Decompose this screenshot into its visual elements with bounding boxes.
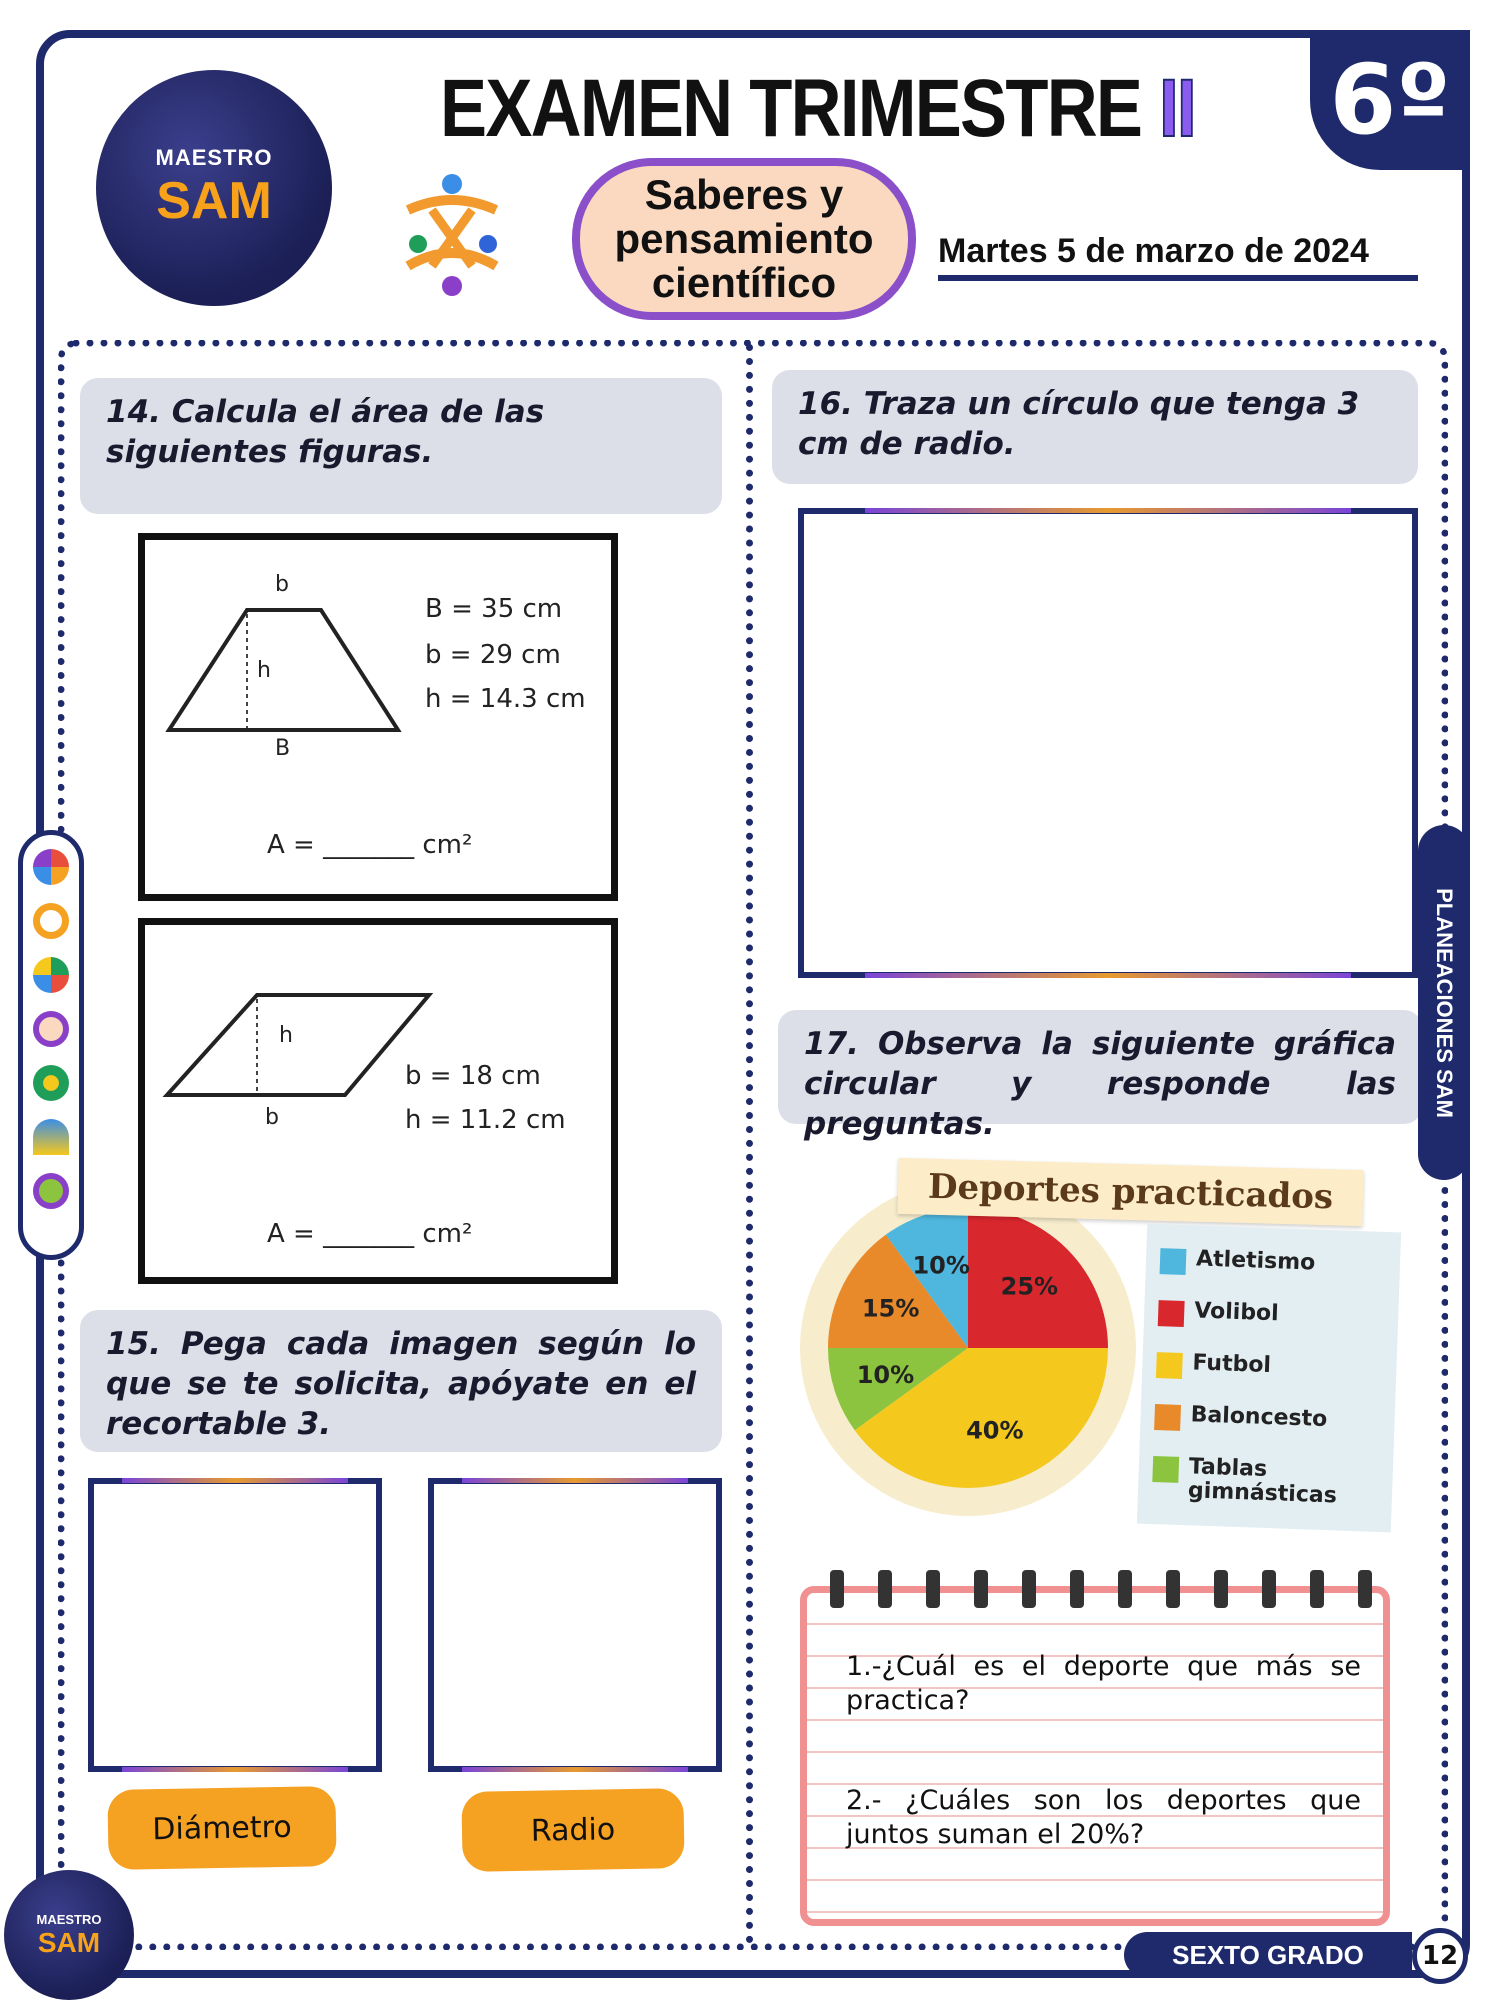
side-subject-icons [18,830,84,1260]
legend-item [1152,1454,1354,1509]
notebook-question-1: 1.-¿Cuál es el deporte que más se practica? [846,1651,1361,1716]
logo-brand-bottom: SAM [156,172,272,230]
saberes-icon [33,903,69,939]
maestro-sam-logo [96,70,332,306]
vertical-brand-tab [1418,825,1470,1180]
legend-item [1158,1298,1279,1326]
notebook-ring [878,1570,892,1608]
legend-label: Tablas gimnásticas [1187,1454,1338,1509]
parallelogram-h-label: h [279,1023,293,1048]
radius-paste-box[interactable] [428,1478,722,1772]
legend-swatch-futbol [1156,1352,1183,1379]
trapezoid-area-answer[interactable]: A = _______ cm² [267,830,473,860]
parallelogram-b-label: b [265,1105,279,1130]
legend-item [1160,1246,1316,1275]
legend-label: Baloncesto [1190,1402,1328,1433]
proyectos-icon [33,1173,69,1209]
diameter-label: Diámetro [107,1786,336,1870]
vertical-brand-label: PLANEACIONES SAM [1432,887,1458,1118]
pie-label: 15% [861,1294,920,1323]
question-15: 15. Pega cada imagen según lo que se te solicita, apóyate en el recortable 3. [80,1310,722,1452]
trapezoid-h-label: h [257,658,271,683]
legend-label: Futbol [1192,1350,1272,1379]
notebook-ring [830,1570,844,1608]
legend-item [1154,1402,1327,1432]
notebook-ring [1358,1570,1372,1608]
codiseno-icon [33,1119,69,1155]
questions-notebook [800,1586,1390,1926]
parallelogram-area-answer[interactable]: A = _______ cm² [267,1219,473,1249]
trapezoid-b-label: b [275,572,289,597]
legend-swatch-tablas [1152,1456,1179,1483]
footer-grade-label: SEXTO GRADO [1124,1932,1412,1978]
trapezoid-B-label: B [275,736,291,761]
trapezoid-h-value: h = 14.3 cm [425,684,586,714]
chart-title: Deportes practicados [897,1158,1363,1226]
column-divider [746,344,753,1944]
sports-pie-chart [798,1188,1138,1528]
page-number: 12 [1412,1928,1468,1984]
notebook-ring [974,1570,988,1608]
notebook-ring [1310,1570,1324,1608]
trapezoid-box [138,533,618,901]
notebook-ring [1118,1570,1132,1608]
pie-label: 10% [912,1251,970,1280]
legend-swatch-atletismo [1160,1248,1187,1275]
pie-label: 40% [966,1416,1024,1445]
lenguajes-icon [33,849,69,885]
notebook-ring [926,1570,940,1608]
legend-item [1156,1350,1271,1378]
pie-label: 10% [856,1360,915,1389]
title-text: EXAMEN TRIMESTRE [440,63,1142,154]
notebook-ring [1022,1570,1036,1608]
trapezoid-b-value: b = 29 cm [425,640,561,670]
question-14: 14. Calcula el área de las siguientes figuras. [80,378,722,514]
legend-swatch-baloncesto [1154,1404,1181,1431]
footer-logo [4,1870,134,2000]
legend-label: Volibol [1193,1298,1280,1327]
subject-badge: Saberes y pensamiento científico [572,158,916,320]
circle-drawing-box[interactable] [798,508,1418,978]
diameter-paste-box[interactable] [88,1478,382,1772]
footer-logo-bottom: SAM [37,1926,101,1958]
parallelogram-box [138,918,618,1284]
radius-label: Radio [461,1788,684,1872]
etica-icon [33,957,69,993]
logo-brand-top: MAESTRO [155,145,273,170]
footer-logo-top: MAESTRO [36,1911,102,1927]
notebook-ring [1070,1570,1084,1608]
notebook-ring [1262,1570,1276,1608]
subject-emblem-icon [388,170,516,298]
humano-icon [33,1011,69,1047]
grade-badge: 6º [1310,30,1470,170]
page-title [440,62,1195,156]
trimester-number: II [1159,63,1195,154]
notebook-ring [1166,1570,1180,1608]
question-16: 16. Traza un círculo que tenga 3 cm de radio. [772,370,1418,484]
chart-legend [1137,1224,1401,1533]
exam-date: Martes 5 de marzo de 2024 [938,232,1418,281]
trapezoid-B-value: B = 35 cm [425,594,563,624]
notebook-question-2: 2.- ¿Cuáles son los deportes que juntos suman el 20%? [846,1785,1361,1850]
question-17: 17. Observa la siguiente gráfica circular y responde las preguntas. [778,1010,1422,1124]
legend-swatch-volibol [1158,1300,1185,1327]
comunitario-icon [33,1065,69,1101]
parallelogram-b-value: b = 18 cm [405,1061,541,1091]
notebook-ring [1214,1570,1228,1608]
legend-label: Atletismo [1195,1246,1316,1276]
parallelogram-h-value: h = 11.2 cm [405,1105,566,1135]
pie-label: 25% [1000,1272,1059,1301]
